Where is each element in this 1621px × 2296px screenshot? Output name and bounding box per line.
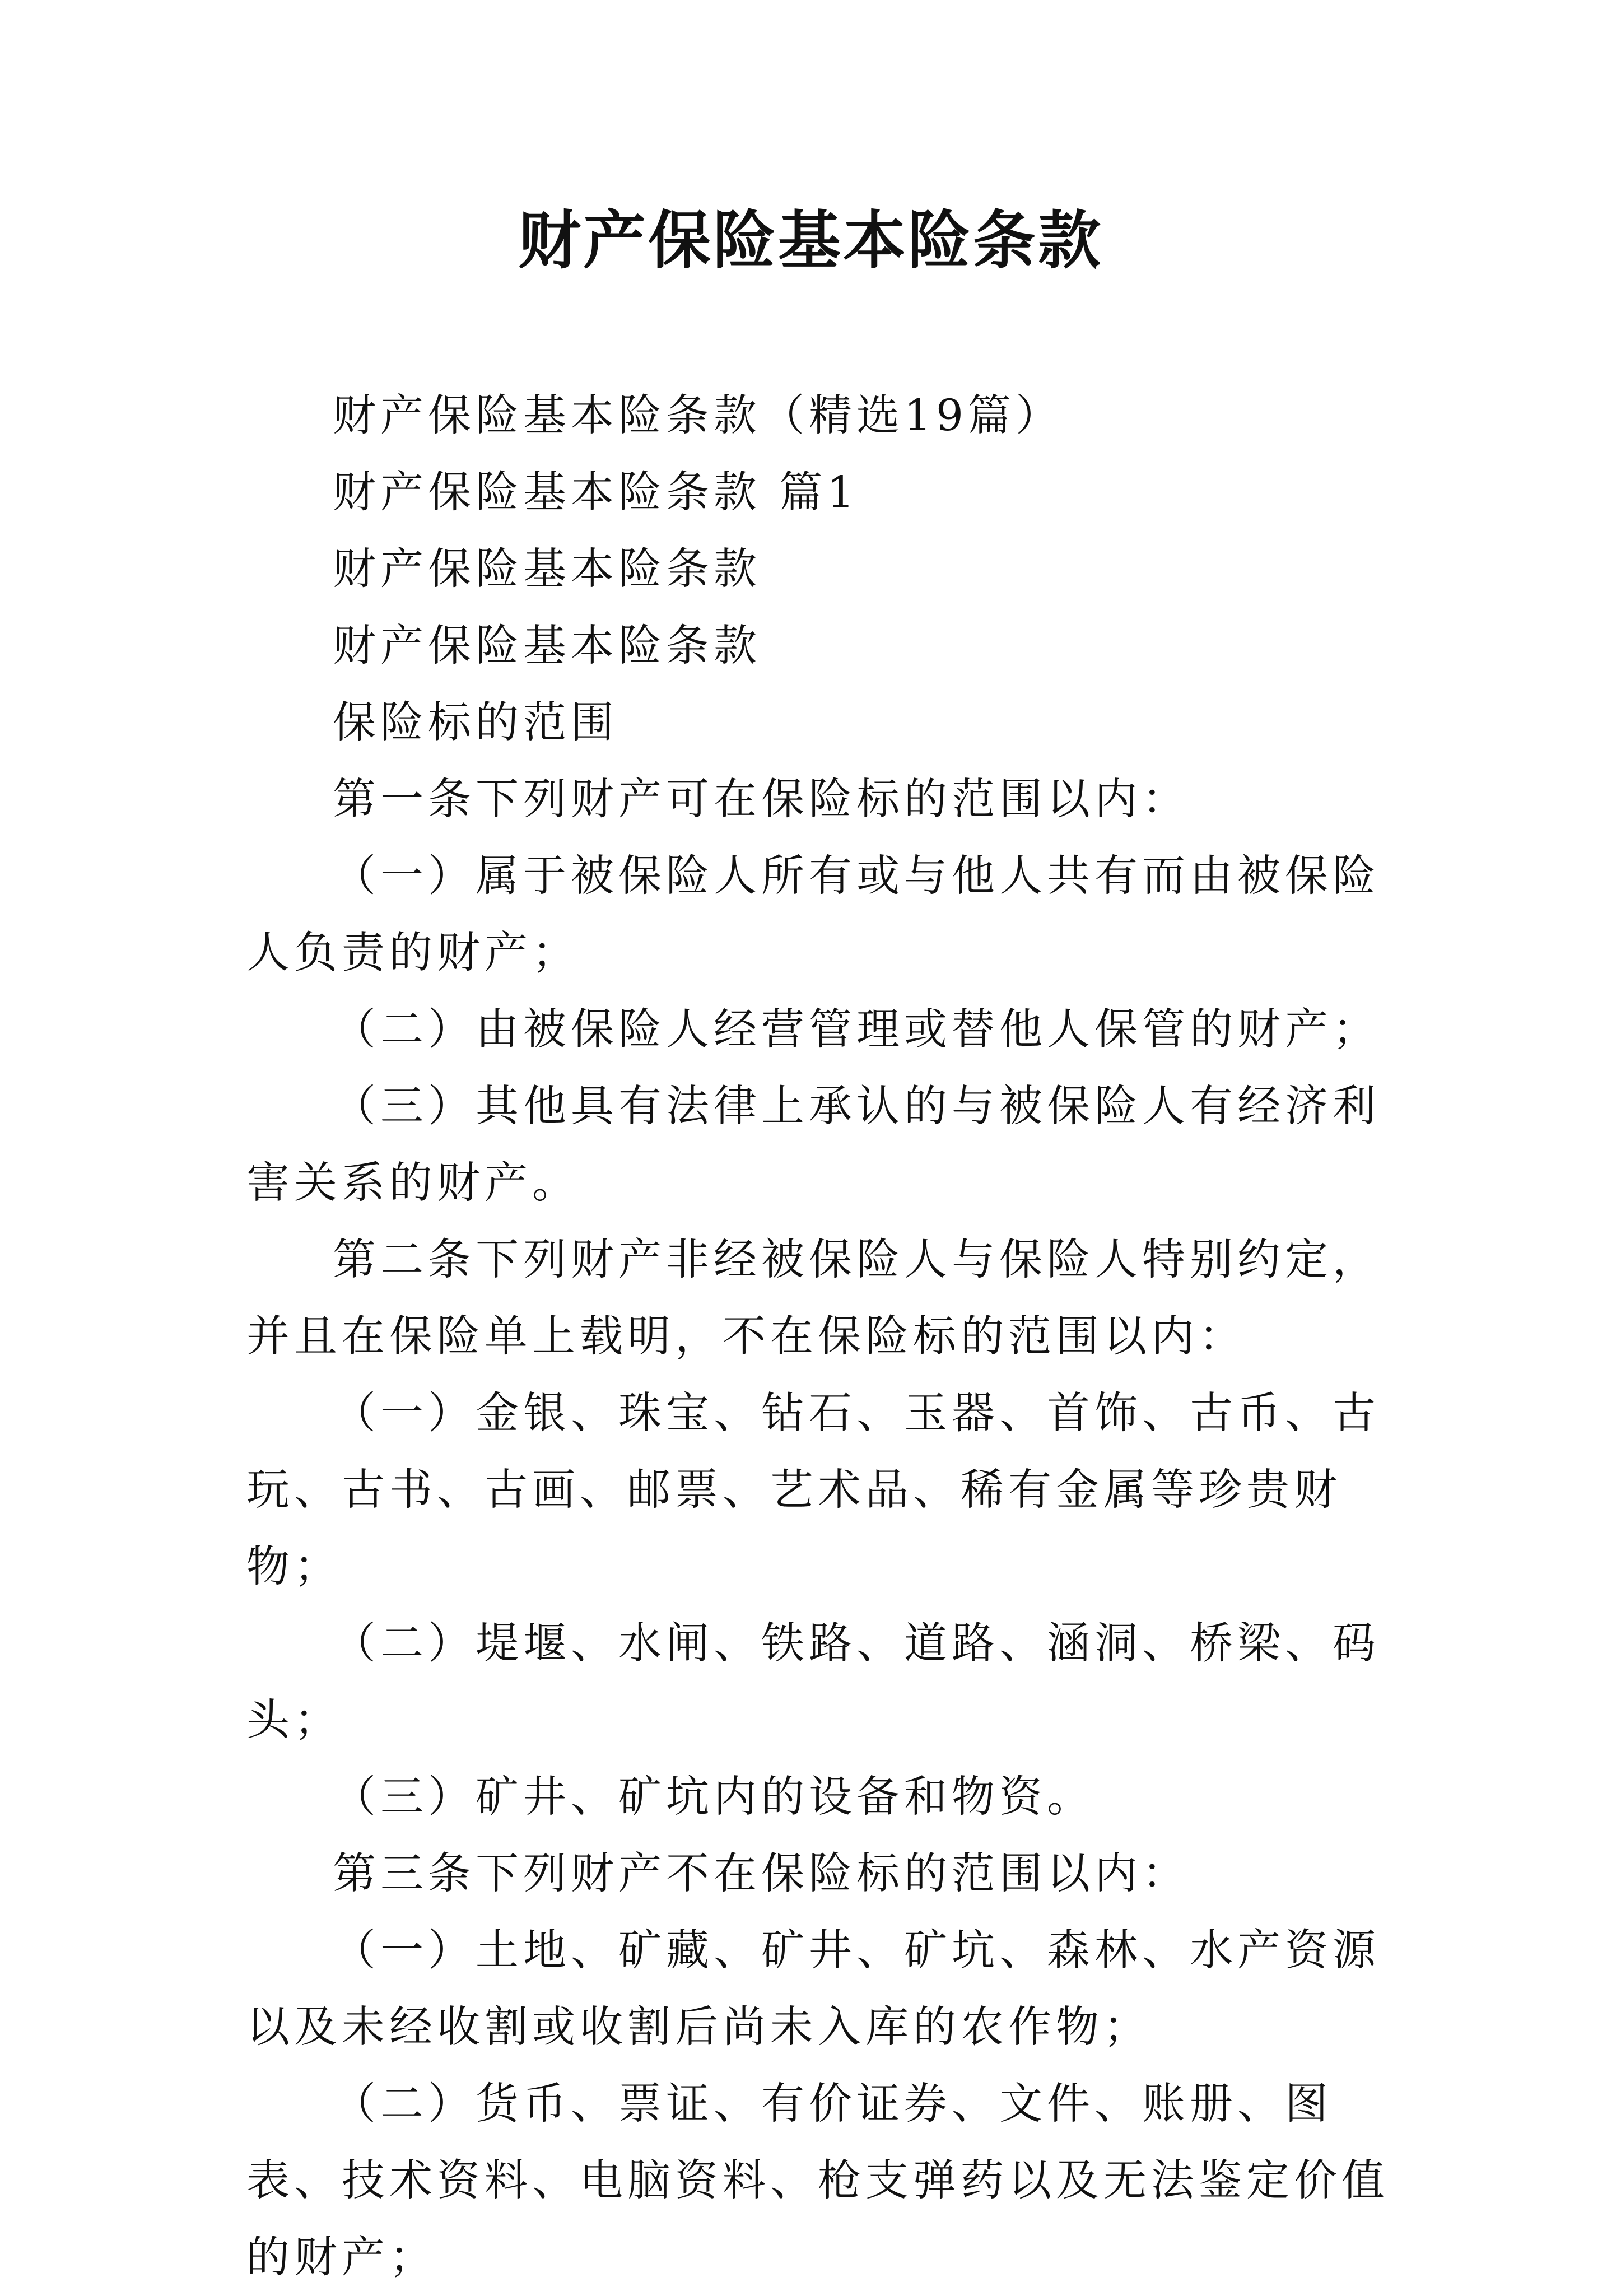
document-body [246,378,1389,2296]
list-item: （二）堤堰、水闸、铁路、道路、涵洞、桥梁、码头； [246,1619,1380,1745]
article-paragraph: 第三条下列财产不在保险标的范围以内： [333,1849,1190,1899]
paragraph-section-heading: 财产保险基本险条款 篇1 [333,468,859,518]
paragraph-heading: 保险标的范围 [333,698,618,748]
document-title: 财产保险基本险条款 [518,204,1103,277]
article-paragraph: 第一条下列财产可在保险标的范围以内： [333,775,1190,825]
list-item: （一）金银、珠宝、钻石、玉器、首饰、古币、古玩、古书、古画、邮票、艺术品、稀有金属等珍贵财物； [246,1389,1380,1592]
list-item: （一）属于被保险人所有或与他人共有而由被保险人负责的财产； [246,851,1380,978]
list-item: （一）土地、矿藏、矿井、矿坑、森林、水产资源以及未经收割或收割后尚未入库的农作物； [246,1926,1380,2052]
paragraph-subtitle: 财产保险基本险条款（精选19篇） [333,391,1063,441]
list-item: （二）由被保险人经营管理或替他人保管的财产； [333,1005,1380,1055]
article-paragraph: 第二条下列财产非经被保险人与保险人特别约定，并且在保险单上载明，不在保险标的范围以内： [246,1235,1380,1362]
list-item: （三）其他具有法律上承认的与被保险人有经济利害关系的财产。 [246,1082,1380,1208]
list-item: （二）货币、票证、有价证券、文件、账册、图表、技术资料、电脑资料、枪支弹药以及无法鉴定价值的财产； [246,2079,1389,2283]
paragraph: 财产保险基本险条款 [333,544,761,594]
paragraph: 财产保险基本险条款 [333,621,761,671]
list-item: （三）矿井、矿坑内的设备和物资。 [333,1772,1094,1822]
